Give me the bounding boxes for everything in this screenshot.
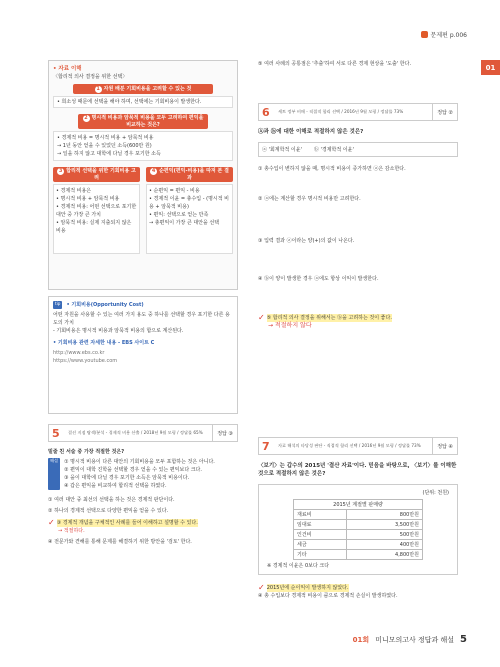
page-reference [421, 30, 467, 39]
answer-badge: 정답 ③ [212, 425, 237, 441]
table-cell: 800만원 [346, 510, 422, 520]
tip-box [48, 296, 238, 414]
question-5-body [48, 448, 238, 546]
table-cell: 4,800만원 [346, 550, 422, 560]
tip-title-2: • 기회비용 관련 자세한 내용 - EBS 사이트 C [53, 340, 155, 346]
page-ref-text: 문제편 p.006 [430, 32, 467, 39]
step-4-line: → 총편익이 가장 큰 대안을 선택 [149, 220, 220, 226]
tip-label: tip [53, 301, 62, 309]
explanation-line: ① 명시적 비용이 다른 대안의 기회비용을 모두 포함하는 것은 아니다. [64, 459, 215, 465]
checkmark-icon: ✓ [258, 313, 265, 322]
explanation-line: ② 편익이 대학 진학을 선택할 경우 얻을 수 있는 편익보다 크다. [64, 467, 202, 473]
table-cell: 기타 [294, 550, 347, 560]
concept-title: • 자료 이해 [53, 66, 82, 72]
step-1-line: • 희소성 때문에 선택을 해야 하며, 선택에는 기회비용이 발생한다. [53, 96, 233, 108]
question-5-header [48, 424, 238, 442]
step-3-column [53, 167, 140, 254]
option-3-note: → 적절하다. [58, 528, 85, 534]
step-4-header: 4 순편익(편익-비용)을 따져 본 결과 [146, 167, 233, 182]
section-tab[interactable]: 01 [481, 60, 500, 75]
table-cell: 3,500만원 [346, 520, 422, 530]
table-cell: 임대료 [294, 520, 347, 530]
table-note: ※ 경제적 이윤은 0보다 크다 [267, 563, 330, 569]
book-icon [421, 31, 428, 38]
explanation-line: ③ 을이 대학에 다닐 경우 포기한 소득은 암묵적 비용이다. [64, 475, 190, 481]
step-2-header: 2 명시적 비용과 암묵적 비용을 모두 고려하여 편익을 비교하는 것은? [78, 114, 208, 129]
question-stem: ⓐ과 ⓑ에 대한 이해로 적절하지 않은 것은? [258, 129, 364, 135]
table-row [294, 510, 423, 520]
explanation-label: 해설 [48, 458, 60, 490]
answer-line: ④ 총 수입보다 경제적 비용이 큼으로 경제적 손실이 발생하였다. [258, 593, 398, 599]
step-4-line: • 편익: 선택으로 얻는 만족 [149, 212, 209, 218]
footer-text: 미니모의고사 정답과 해설 [375, 635, 455, 644]
question-stem: 밑줄 친 서술 중 가장 적절한 것은? [48, 449, 125, 455]
table-cell: 400만원 [346, 540, 422, 550]
step-4-line: • 경제적 이윤 = 총수입 - (명시적 비용 + 암묵적 비용) [149, 196, 229, 210]
table-row [294, 540, 423, 550]
checkmark-icon: ✓ [48, 518, 55, 527]
tip-title: • 기회비용(Opportunity Cost) [66, 302, 144, 308]
table-row [294, 520, 423, 530]
step-3-line: • 경제적 비용: 어떤 선택으로 포기한 대안 중 가장 큰 가치 [56, 204, 137, 218]
option-5[interactable]: ⑤ 여러 사례의 공통점은 '추출'하여 서로 다른 경제 현상을 '도출' 한다. [258, 61, 412, 67]
explanation-line: ④ 갑은 편익을 비교하여 합리적 선택을 하였다. [64, 483, 167, 489]
concept-subtitle: 〈합리적 의사 결정을 위한 선택〉 [53, 74, 128, 80]
answer-badge: 정답 ② [432, 104, 457, 120]
answer-note: 2015년에 순이익이 발생하지 않았다. [266, 584, 349, 591]
table-cell: 재료비 [294, 510, 347, 520]
step-2-line: • 경제적 비용 = 명시적 비용 + 암묵적 비용 [57, 135, 154, 141]
table-title: 2015년 계절별 판매량 [294, 500, 423, 510]
question-6-header [258, 103, 458, 121]
table-cell: 인건비 [294, 530, 347, 540]
passage-box [258, 142, 458, 157]
question-meta: 자료 해석의 타당성 판단 - 직접적 합리 선택 / 2016년 9월 모평 / 정답률 73% [278, 443, 421, 448]
concept-box [48, 60, 238, 290]
step-3-header: 3 합리적 선택을 위한 기회비용 고려 [53, 167, 140, 182]
tip-line: - 기회비용은 명시적 비용과 암묵적 비용의 합으로 계산된다. [53, 328, 184, 334]
footer-label: 01회 [352, 635, 370, 644]
tip-link[interactable]: http://www.ebs.co.kr [53, 350, 105, 356]
passage-term: ⓐ '회계학적 이윤' [262, 147, 302, 153]
table-cell: 세금 [294, 540, 347, 550]
question-7-header [258, 437, 458, 455]
table-row [294, 530, 423, 540]
step-2-line: → 일을 하지 않고 대학에 다닐 경우 포기한 소득 [57, 151, 161, 157]
cost-table [293, 499, 423, 560]
choice-5[interactable]: ⑤ 합리적 의사 결정을 위해서는 ⓑ을 고려하는 것이 좋다. [266, 314, 392, 321]
question-number: 6 [262, 105, 270, 119]
table-cell: 500만원 [346, 530, 422, 540]
choice-1[interactable]: ① 총수입이 변하지 않을 때, 명시적 비용이 증가하면 ⓐ은 감소한다. [258, 166, 406, 172]
question-6-body [258, 128, 458, 330]
option-2[interactable]: ② 하나의 경제적 선택으로 다양한 편익을 얻을 수 있다. [48, 508, 169, 514]
step-3-line: • 명시적 비용 + 암묵적 비용 [56, 196, 120, 202]
step-1-header: 1 자원 배분 기회비용을 고려할 수 있는 것 [73, 84, 213, 94]
question-7-body [258, 462, 458, 600]
checkmark-icon: ✓ [258, 583, 265, 592]
step-3-line: • 암묵적 비용: 실제 지출되지 않은 비용 [56, 220, 132, 234]
choice-2[interactable]: ② ⓐ에는 계산할 경우 명시적 비용만 고려한다. [258, 196, 361, 202]
tip-line: 어떤 자원을 사용할 수 있는 여러 가지 용도 중 하나를 선택할 경우 포기한 다른 용도의 가치 [53, 312, 230, 326]
question-meta: 결선 지점 탐색/분석 - 경제적 비용 산출 / 2018년 9월 모평 / 정답률 65% [68, 430, 203, 435]
step-2-body [53, 131, 233, 161]
tip-link[interactable]: https://www.youtube.com [53, 358, 118, 364]
choice-5-note: → 적절하지 않다 [268, 322, 312, 329]
step-3-line: • 경제적 비용은 [56, 188, 92, 194]
option-4[interactable]: ④ 전문가와 견해를 통해 문제를 해결하기 위한 방안을 '검토' 한다. [48, 539, 192, 545]
step-2-line: → 1년 동안 얻을 수 있었던 소득(600만 원) [57, 143, 152, 149]
question-number: 5 [52, 426, 60, 440]
choice-3[interactable]: ③ 입력 결과 ⓐ이라는 양(+)의 값이 나온다. [258, 238, 355, 244]
option-3[interactable]: ③ 경제적 개념을 구체적인 사례를 들어 이해하고 설명할 수 있다. [56, 519, 198, 526]
question-stem: 〈보기〉는 갑수의 2015년 '결산 자료'이다. 믿음을 바탕으로, 〈보기〉를 이해한 것으로 적절하지 않은 것은? [258, 463, 457, 477]
step-4-line: • 순편익 = 편익 - 비용 [149, 188, 200, 194]
answer-badge: 정답 ④ [432, 438, 457, 454]
option-1[interactable]: ① 여러 대안 중 최선의 선택을 하는 것은 경제적 판단이다. [48, 497, 175, 503]
step-4-column [146, 167, 233, 254]
page-footer [353, 634, 467, 645]
step-3-body [53, 184, 140, 254]
passage-term: ⓑ '경제학적 이윤' [313, 147, 354, 153]
table-box [258, 484, 458, 575]
step-4-body [146, 184, 233, 254]
choice-4[interactable]: ④ ⓑ이 양이 발생한 경우 ⓐ에도 항상 이익이 발생한다. [258, 276, 379, 282]
table-unit: (단위: 천원) [422, 490, 449, 496]
question-meta: 세트 정부 비매 - 직접적 합리 선택 / 2016년 9월 모평 / 정답률 73% [278, 109, 404, 114]
page-number: 5 [460, 634, 467, 645]
question-number: 7 [262, 439, 270, 453]
table-row [294, 550, 423, 560]
